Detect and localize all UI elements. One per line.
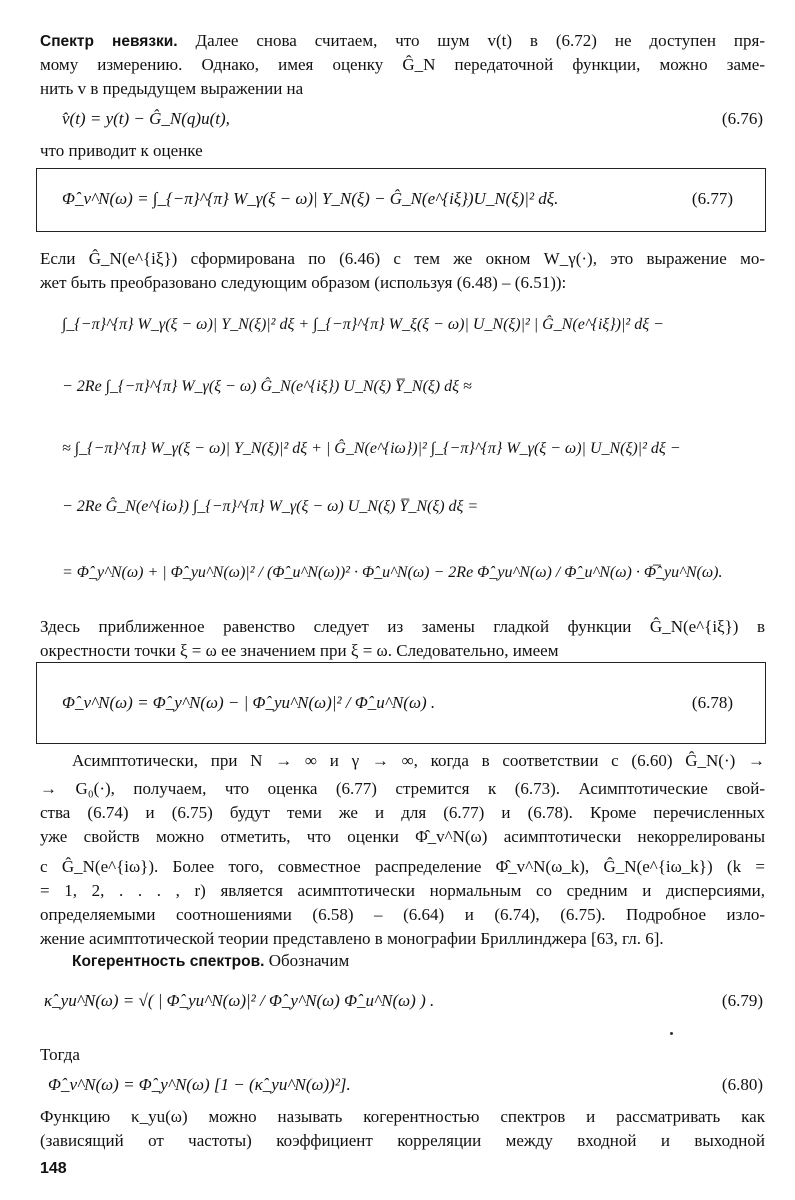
equation-number: (6.77) — [691, 189, 733, 208]
text-line: ства (6.74) и (6.75) будут теми же и для (6.77) и (6.78). Кроме перечисленных — [40, 803, 765, 822]
equation-number: (6.78) — [691, 693, 733, 712]
text-line: определяемыми соотношениями (6.58) – (6.64) и (6.74), (6.75). Подробное изло- — [40, 905, 765, 924]
equation-6-80: Φ̂_v^N(ω) = Φ̂_y^N(ω) [1 − (κ̂_yu^N(ω))²]. — [48, 1075, 351, 1094]
text-line: Когерентность спектров. Обозначим — [72, 951, 350, 970]
derivation-line-5: = Φ̂_y^N(ω) + | Φ̂_yu^N(ω)|² / (Φ̂_u^N(ω))² · Φ̂_u^N(ω) − 2Re Φ̂_yu^N(ω) / Φ̂_u^N(ω) · Φ̂̅_yu^N(ω). — [62, 564, 723, 581]
equation-6-76: v̂(t) = y(t) − Ĝ_N(q)u(t), — [62, 109, 230, 128]
text-line: мому измерению. Однако, имея оценку Ĝ_N передаточной функции, можно заме- — [40, 55, 765, 74]
equation-6-77: Φ̂_v^N(ω) = ∫_{−π}^{π} W_γ(ξ − ω)| Y_N(ξ) − Ĝ_N(e^{iξ})U_N(ξ)|² dξ. — [62, 189, 559, 208]
text-line: Если Ĝ_N(e^{iξ}) сформирована по (6.46) с тем же окном W_γ(·), это выражение мо- — [40, 249, 765, 268]
equation-number: (6.76) — [721, 109, 763, 128]
section-heading: Когерентность спектров. — [72, 953, 265, 970]
derivation-line-4: − 2Re Ĝ_N(e^{iω}) ∫_{−π}^{π} W_γ(ξ − ω) U_N(ξ) Y̅_N(ξ) dξ = — [62, 498, 479, 515]
equation-number: (6.80) — [721, 1075, 763, 1094]
text-line: = 1, 2, . . . , r) является асимптотически нормальным со средним и дисперсиями, — [40, 881, 765, 900]
derivation-line-1: ∫_{−π}^{π} W_γ(ξ − ω)| Y_N(ξ)|² dξ + ∫_{−π}^{π} W_ξ(ξ − ω)| U_N(ξ)|² | Ĝ_N(e^{iξ})|² dξ − — [62, 316, 664, 333]
equation-number: (6.79) — [721, 991, 763, 1010]
scan-speck — [670, 1032, 673, 1035]
text-line: с Ĝ_N(e^{iω}). Более того, совместное распределение Φ̂_v^N(ω_k), Ĝ_N(e^{iω_k}) (k = — [40, 857, 765, 876]
text-line: окрестности точки ξ = ω ее значением при ξ = ω. Следовательно, имеем — [40, 641, 559, 660]
text-line: Тогда — [40, 1045, 80, 1064]
derivation-line-3: ≈ ∫_{−π}^{π} W_γ(ξ − ω)| Y_N(ξ)|² dξ + | Ĝ_N(e^{iω})|² ∫_{−π}^{π} W_γ(ξ − ω)| U_N(ξ)|² dξ − — [62, 440, 681, 457]
text-line: Асимптотически, при N → ∞ и γ → ∞, когда в соответствии с (6.60) Ĝ_N(·) → — [72, 751, 765, 770]
text-line: Спектр невязки. Далее снова считаем, что шум v(t) в (6.72) не доступен пря- — [40, 31, 765, 50]
derivation-line-2: − 2Re ∫_{−π}^{π} W_γ(ξ − ω) Ĝ_N(e^{iξ}) U_N(ξ) Y̅_N(ξ) dξ ≈ — [62, 378, 472, 395]
text-line: нить v в предыдущем выражении на — [40, 79, 304, 98]
text-line: (зависящий от частоты) коэффициент корреляции между входной и выходной — [40, 1131, 765, 1150]
equation-6-79: κ̂_yu^N(ω) = √( | Φ̂_yu^N(ω)|² / Φ̂_y^N(ω) Φ̂_u^N(ω) ) . — [44, 991, 435, 1010]
page-number: 148 — [40, 1160, 67, 1177]
text-line: уже свойств можно отметить, что оценки Φ̂_v^N(ω) асимптотически некоррелированы — [40, 827, 765, 846]
text-line: Функцию κ_yu(ω) можно называть когерентностью спектров и рассматривать как — [40, 1107, 765, 1126]
section-heading: Спектр невязки. — [40, 33, 178, 50]
text-line: Здесь приближенное равенство следует из замены гладкой функции Ĝ_N(e^{iξ}) в — [40, 617, 765, 636]
equation-6-78: Φ̂_v^N(ω) = Φ̂_y^N(ω) − | Φ̂_yu^N(ω)|² / Φ̂_u^N(ω) . — [62, 693, 436, 712]
text-line: → G₀(·), получаем, что оценка (6.77) стремится к (6.73). Асимптотические свой- — [40, 779, 765, 798]
text-line: жет быть преобразовано следующим образом (используя (6.48) – (6.51)): — [40, 273, 567, 292]
text-line: что приводит к оценке — [40, 141, 203, 160]
text-line: жение асимптотической теории представлено в монографии Бриллинджера [63, гл. 6]. — [40, 929, 664, 948]
